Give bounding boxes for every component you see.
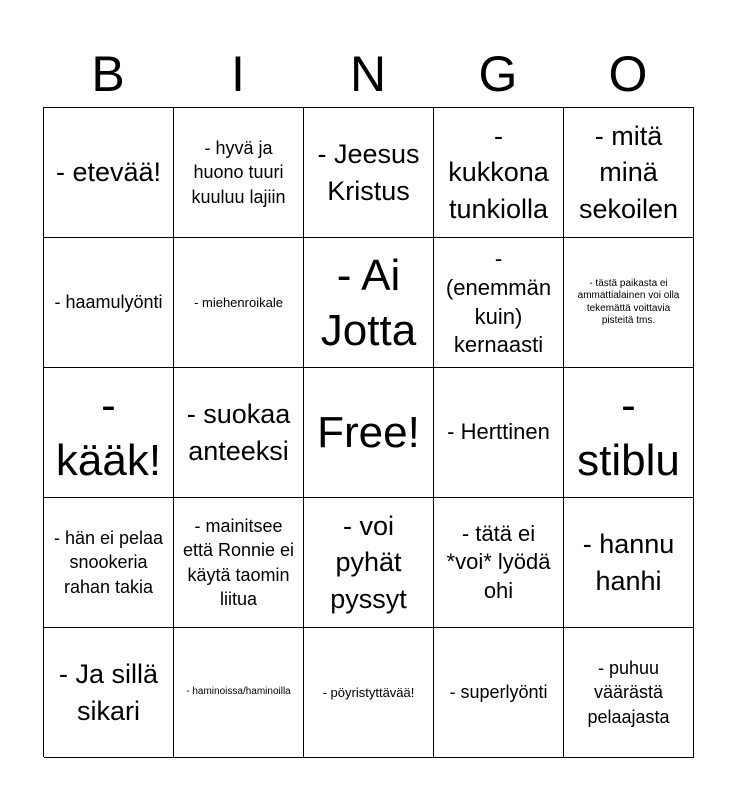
bingo-cell[interactable]: - mitä minä sekoilen xyxy=(564,108,694,238)
bingo-grid xyxy=(43,107,694,757)
bingo-cell[interactable]: - haamulyönti xyxy=(44,238,174,368)
bingo-header xyxy=(43,40,693,108)
bingo-cell[interactable]: - Ja sillä sikari xyxy=(44,628,174,758)
bingo-cell[interactable]: - haminoissa/haminoilla xyxy=(174,628,304,758)
bingo-cell[interactable]: - Ai Jotta xyxy=(304,238,434,368)
bingo-cell[interactable]: - hannu hanhi xyxy=(564,498,694,628)
bingo-cell[interactable]: - tätä ei *voi* lyödä ohi xyxy=(434,498,564,628)
bingo-cell[interactable]: - superlyönti xyxy=(434,628,564,758)
header-letter-i: I xyxy=(231,46,245,102)
bingo-cell[interactable]: - kääk! xyxy=(44,368,174,498)
bingo-cell[interactable]: - suokaa anteeksi xyxy=(174,368,304,498)
bingo-cell[interactable]: - mainitsee että Ronnie ei käytä taomin liitua xyxy=(174,498,304,628)
header-letter-o: O xyxy=(608,46,648,102)
bingo-cell[interactable]: - stiblu xyxy=(564,368,694,498)
bingo-cell[interactable]: - etevää! xyxy=(44,108,174,238)
bingo-cell[interactable]: - miehenroikale xyxy=(174,238,304,368)
header-letter-n: N xyxy=(349,46,387,102)
bingo-cell[interactable]: - tästä paikasta ei ammattialainen voi olla tekemättä voittavia pisteitä tms. xyxy=(564,238,694,368)
bingo-cell[interactable]: - hän ei pelaa snookeria rahan takia xyxy=(44,498,174,628)
header-letter-b: B xyxy=(91,46,125,102)
bingo-cell[interactable]: - (enemmän kuin) kernaasti xyxy=(434,238,564,368)
bingo-cell[interactable]: - kukkona tunkiolla xyxy=(434,108,564,238)
bingo-cell[interactable]: - puhuu väärästä pelaajasta xyxy=(564,628,694,758)
header-letter-g: G xyxy=(478,46,518,102)
bingo-cell[interactable]: - Herttinen xyxy=(434,368,564,498)
bingo-cell[interactable]: - voi pyhät pyssyt xyxy=(304,498,434,628)
free-space-cell[interactable]: Free! xyxy=(304,368,434,498)
bingo-cell[interactable]: - hyvä ja huono tuuri kuuluu lajiin xyxy=(174,108,304,238)
bingo-cell[interactable]: - Jeesus Kristus xyxy=(304,108,434,238)
bingo-cell[interactable]: - pöyristyttävää! xyxy=(304,628,434,758)
